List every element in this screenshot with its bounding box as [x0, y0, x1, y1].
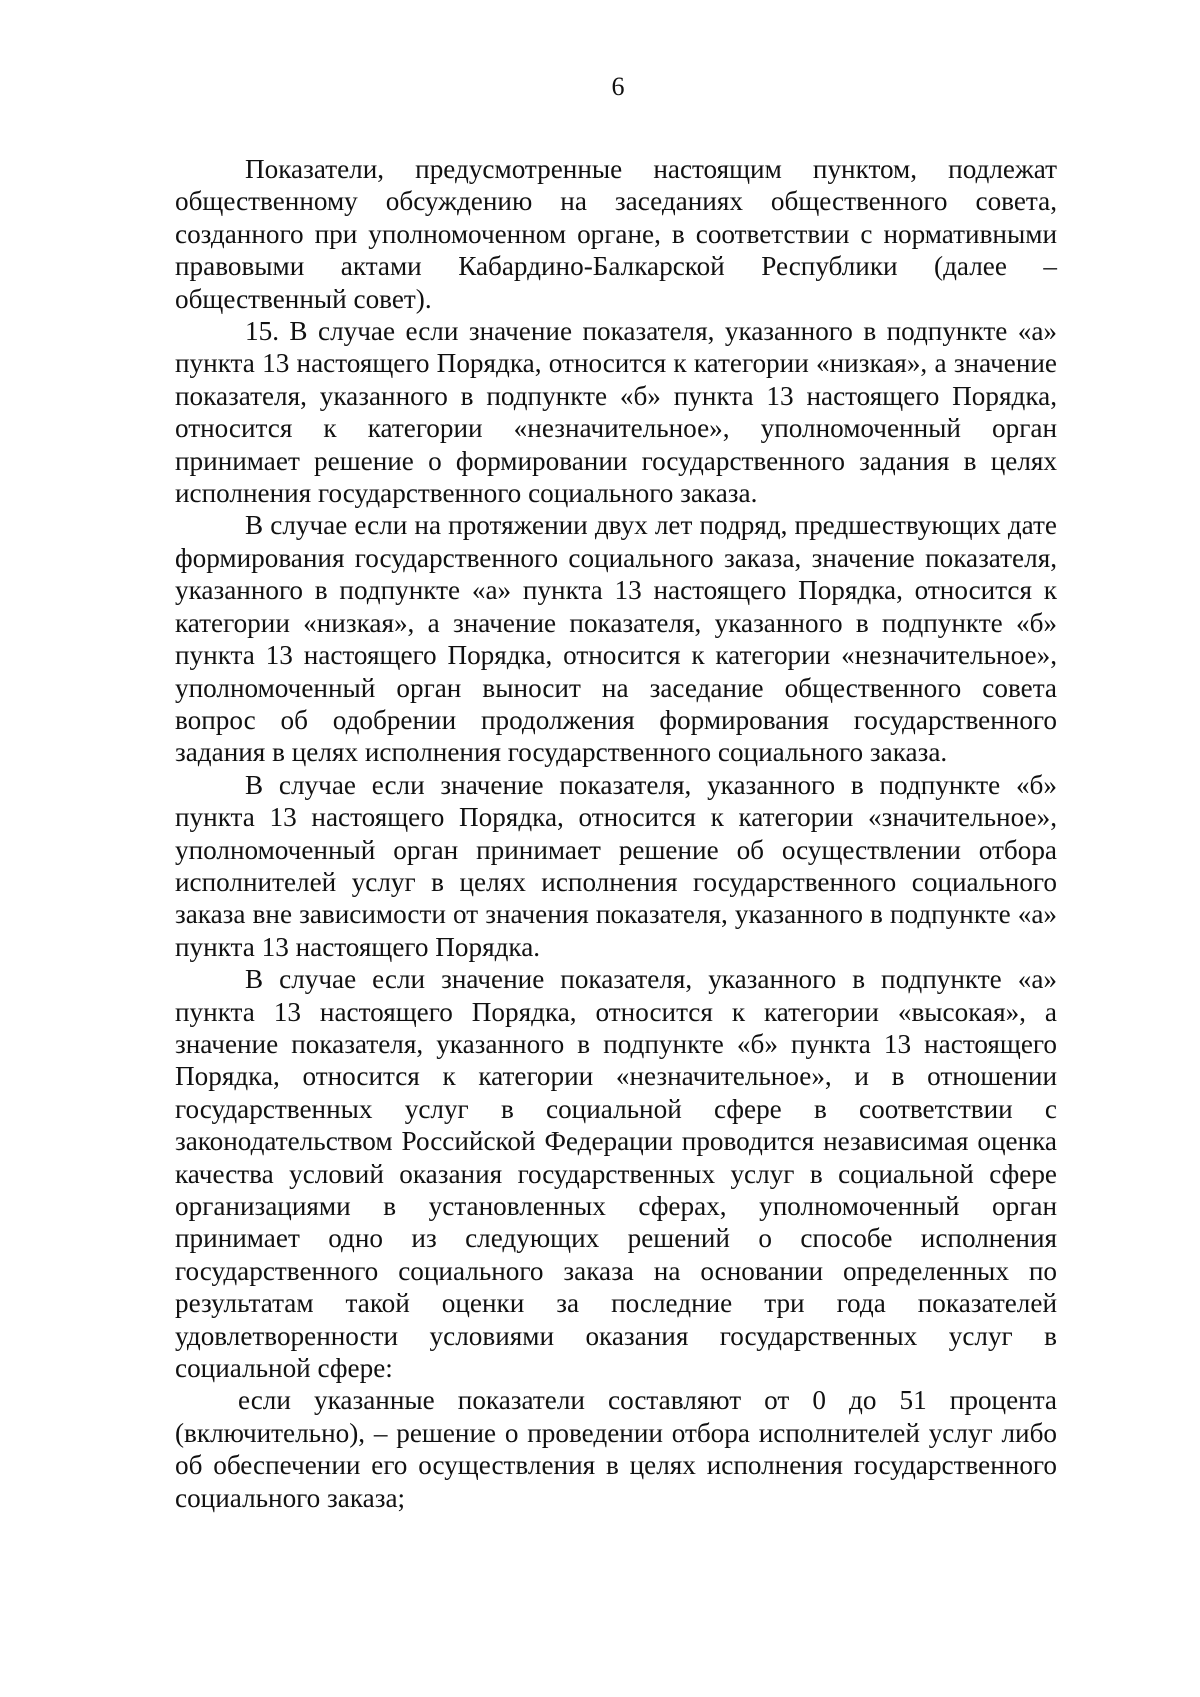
paragraph-public-discussion: Показатели, предусмотренные настоящим пунктом, подлежат общественному обсуждению на заседаниях общественного совета, созданного при уполномоченном органе, в соответствии с нормативными правовыми актами Кабардино-Балкарской Республики (далее – общественный совет).	[175, 154, 1057, 314]
paragraph-item-15: 15. В случае если значение показателя, указанного в подпункте «а» пункта 13 настоящего Порядка, относится к категории «низкая», а значение показателя, указанного в подпункте «б» пункта 13 настоящего Порядка, относится к категории «незначительное», уполномоченный орган принимает решение о формировании государственного задания в целях исполнения государственного социального заказа.	[175, 316, 1057, 509]
paragraph-two-years: В случае если на протяжении двух лет подряд, предшествующих дате формирования государственного социального заказа, значение показателя, указанного в подпункте «а» пункта 13 настоящего Порядка, относится к категории «низкая», а значение показателя, указанного в подпункте «б» пункта 13 настоящего Порядка, относится к категории «незначительное», уполномоченный орган выносит на заседание общественного совета вопрос об одобрении продолжения формирования государственного задания в целях исполнения государственного социального заказа.	[175, 510, 1057, 768]
page-number: 6	[611, 72, 625, 101]
paragraph-significant: В случае если значение показателя, указанного в подпункте «б» пункта 13 настоящего Порядка, относится к категории «значительное», уполномоченный орган принимает решение об осуществлении отбора исполнителей услуг в целях исполнения государственного социального заказа вне зависимости от значения показателя, указанного в подпункте «а» пункта 13 настоящего Порядка.	[175, 769, 1057, 962]
paragraph-0-51-percent: если указанные показатели составляют от 0 до 51 процента (включительно), – решение о проведении отбора исполнителей услуг либо об обеспечении его осуществления в целях исполнения государственного социального заказа;	[175, 1385, 1057, 1513]
document-body	[175, 153, 1057, 1514]
paragraph-high-category: В случае если значение показателя, указанного в подпункте «а» пункта 13 настоящего Порядка, относится к категории «высокая», а значение показателя, указанного в подпункте «б» пункта 13 настоящего Порядка, относится к категории «незначительное», и в отношении государственных услуг в социальной сфере в соответствии с законодательством Российской Федерации проводится независимая оценка качества условий оказания государственных услуг в социальной сфере организациями в установленных сферах, уполномоченный орган принимает одно из следующих решений о способе исполнения государственного социального заказа на основании определенных по результатам такой оценки за последние три года показателей удовлетворенности условиями оказания государственных услуг в социальной сфере:	[175, 964, 1057, 1384]
